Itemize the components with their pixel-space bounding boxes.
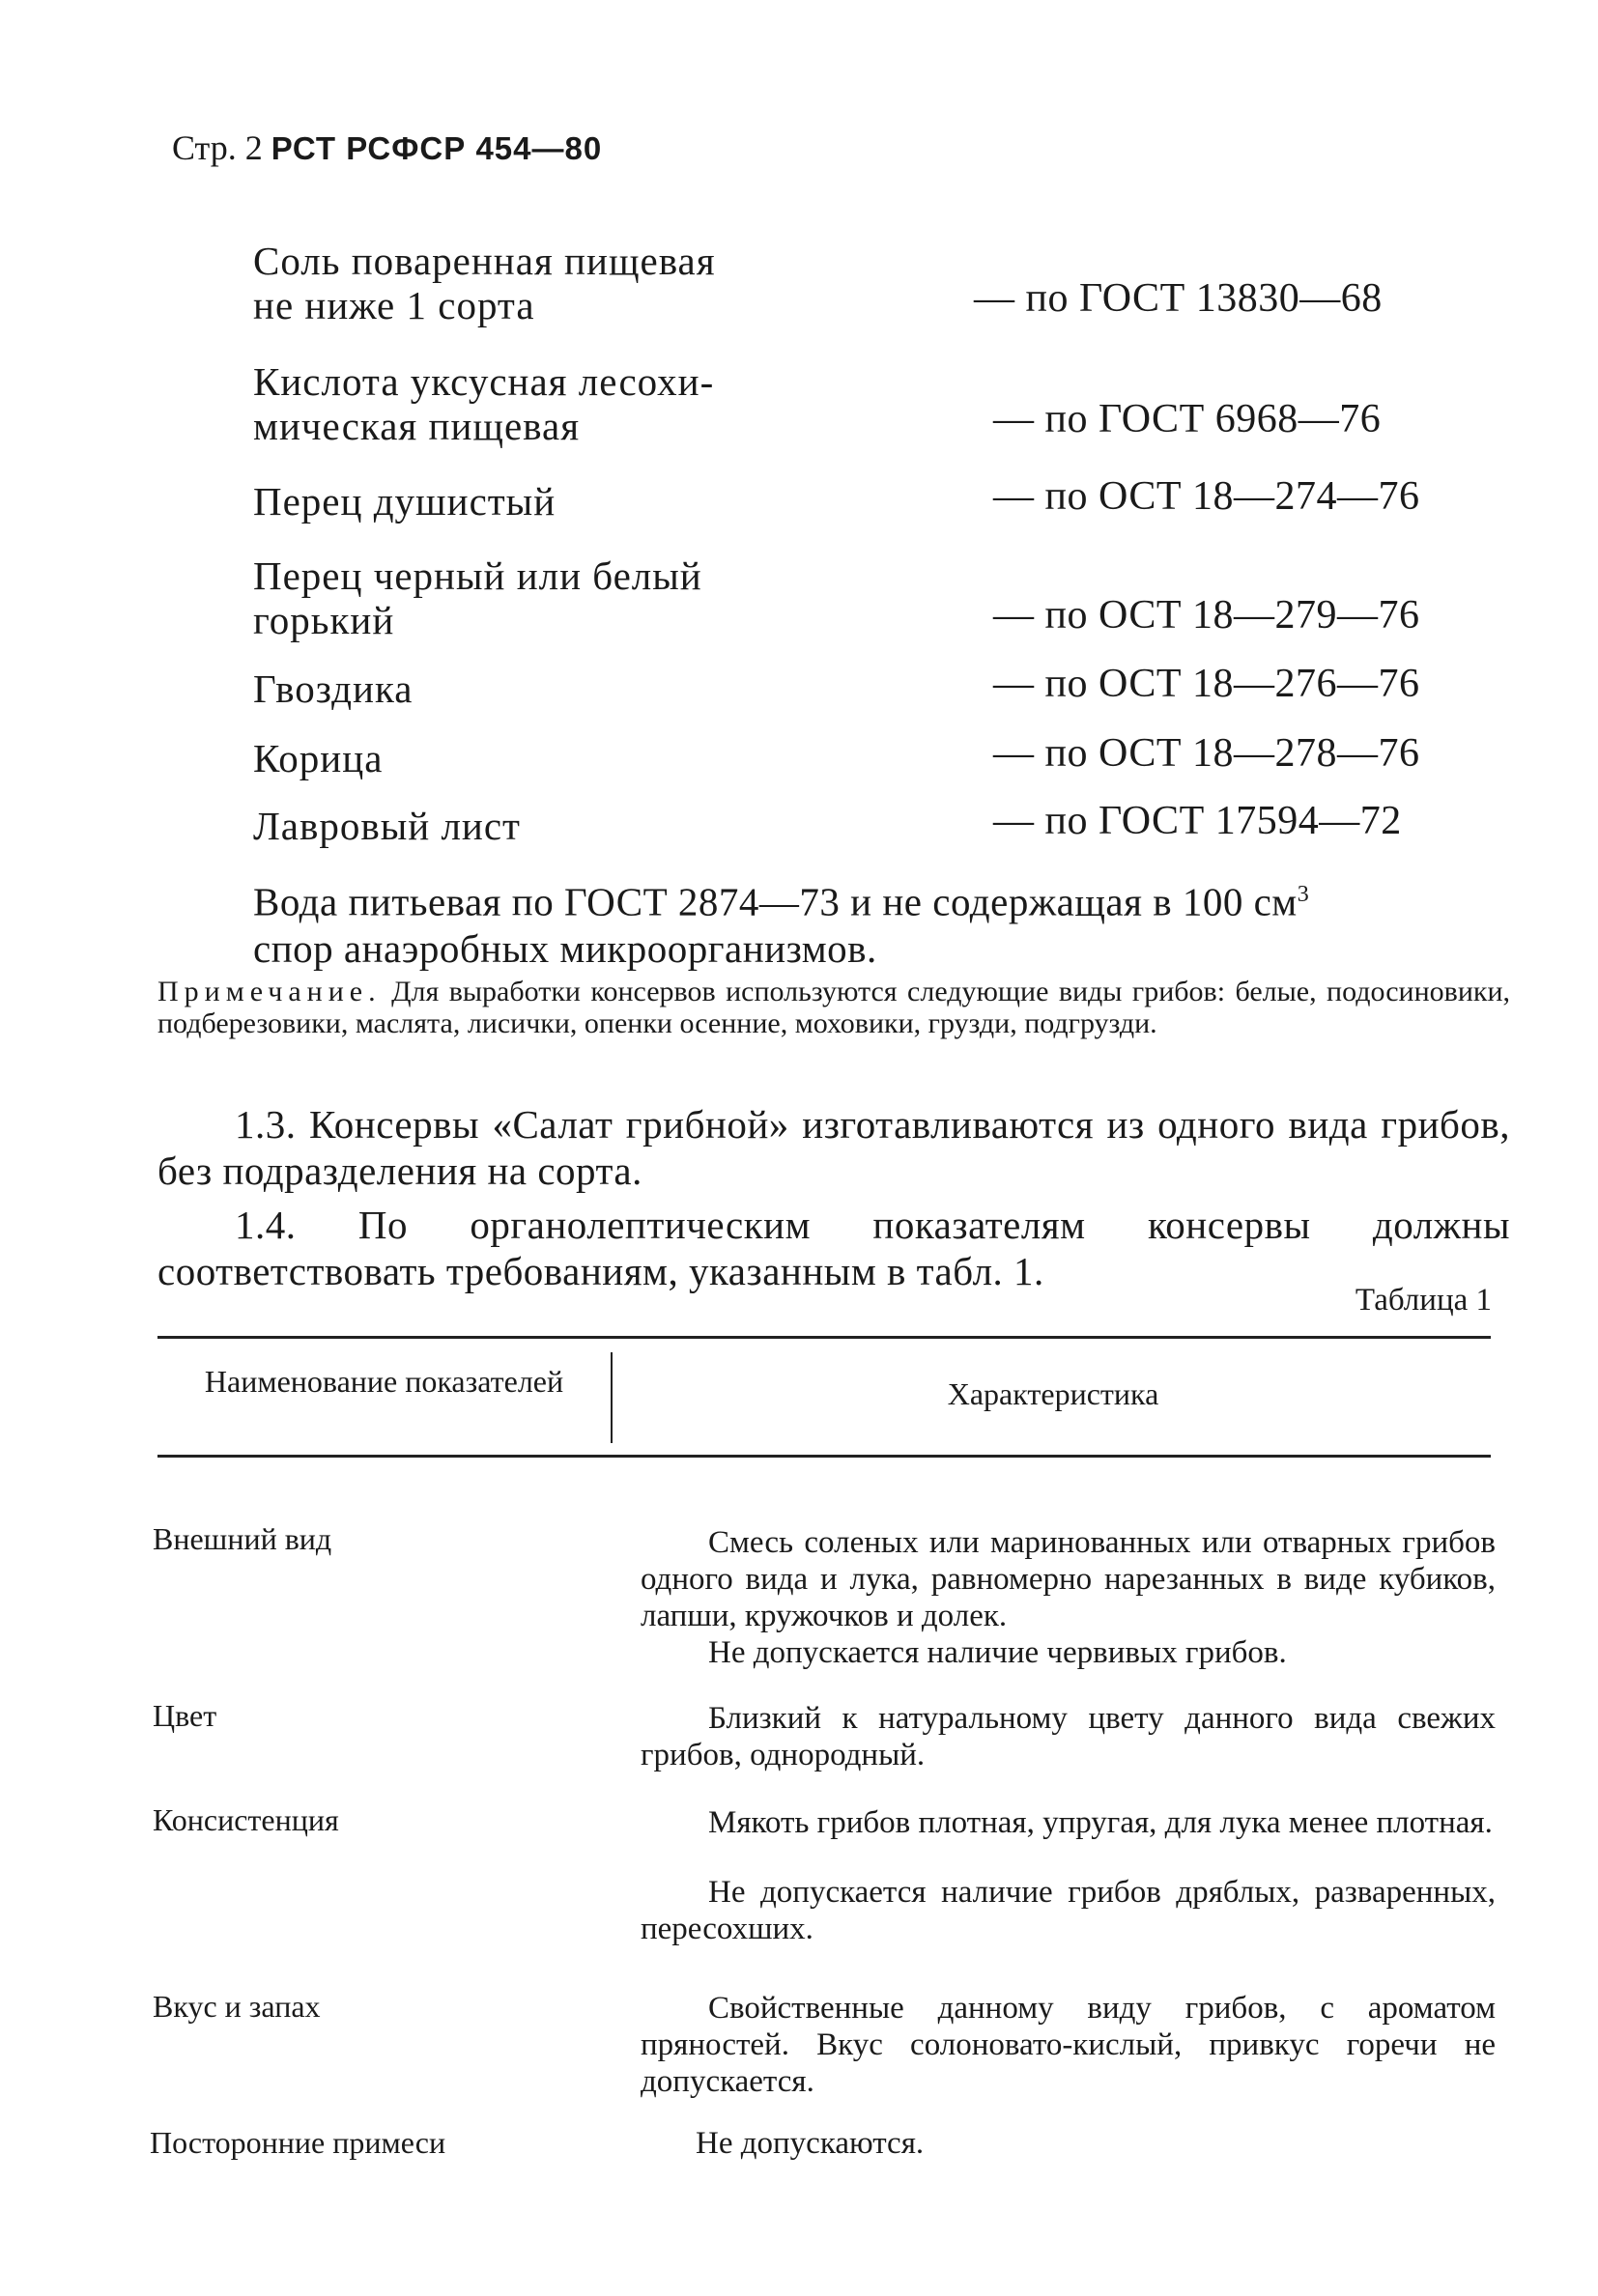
table-top-rule (157, 1336, 1491, 1339)
standard-number: РСТ РСФСР 454—80 (271, 130, 603, 166)
table-row-name: Цвет (153, 1698, 217, 1733)
water-requirement: Вода питьевая по ГОСТ 2874—73 и не содержащая в 100 $см^3$ спор анаэробных микроорганизмов. (253, 879, 1310, 971)
material-name: Корица (253, 736, 384, 780)
table-row-text: Свойственные данному виду грибов, с ароматом пряностей. Вкус солоновато-кислый, привкус горечи не допускается. (641, 1991, 1496, 2099)
paragraph-1-4: 1.4. По органолептическим показателям консервы должны соответствовать требованиям, указанным в табл. 1. (157, 1203, 1510, 1293)
table-row-name: Консистенция (153, 1802, 339, 1837)
material-ref: — по ОСТ 18—278—76 (993, 731, 1420, 776)
page-number: Стр. 2 (172, 128, 263, 167)
table-header-rule (157, 1455, 1491, 1458)
table-row-text: Не допускаются. (696, 2126, 925, 2161)
note (157, 976, 1510, 1039)
note-label: Примечание. (157, 976, 382, 1007)
material-name: Перец черный или белый горький (253, 553, 702, 642)
table-row-name: Посторонние примеси (150, 2125, 446, 2160)
material-ref: — по ГОСТ 13830—68 (974, 276, 1383, 321)
material-name: Гвоздика (253, 666, 414, 711)
material-name: Лавровый лист (253, 804, 521, 848)
table-row-text: Близкий к натуральному цвету данного вида свежих грибов, однородный. (641, 1701, 1496, 1772)
table-header-name: Наименование показателей (204, 1364, 564, 1399)
note-text: Для выработки консервов используются следующие виды грибов: белые, подосиновики, подберезовики, маслята, лисички, опенки осенние, моховики, грузди, подгрузди. (157, 976, 1511, 1039)
material-ref: — по ГОСТ 6968—76 (993, 397, 1382, 441)
material-ref: — по ОСТ 18—279—76 (993, 593, 1420, 638)
material-ref: — по ГОСТ 17594—72 (993, 799, 1402, 843)
paragraph-1-3: 1.3. Консервы «Салат грибной» изготавливаются из одного вида грибов, без подразделения на сорта. (157, 1102, 1510, 1193)
table-caption: Таблица 1 (1355, 1283, 1492, 1318)
material-name: Соль поваренная пищевая не ниже 1 сорта (253, 239, 716, 327)
table-row-text: Смесь соленых или маринованных или отварных грибов одного вида и лука, равномерно нарезанных в виде кубиков, лапши, кружочков и долек. Не допускается наличие червивых грибов. (641, 1525, 1496, 1670)
table-row-name: Вкус и запах (153, 1989, 321, 2024)
material-name: Кислота уксусная лесохи- мическая пищевая (253, 359, 715, 448)
table-row-name: Внешний вид (153, 1521, 332, 1556)
table-column-divider (611, 1352, 613, 1443)
material-name: Перец душистый (253, 479, 556, 524)
page-header (172, 128, 602, 168)
material-ref: — по ОСТ 18—274—76 (993, 474, 1420, 519)
table-row-text: Мякоть грибов плотная, упругая, для лука менее плотная. Не допускается наличие грибов дряблых, разваренных, пересохших. (641, 1805, 1496, 1946)
material-ref: — по ОСТ 18—276—76 (993, 662, 1420, 706)
table-header-characteristic: Характеристика (947, 1376, 1159, 1411)
